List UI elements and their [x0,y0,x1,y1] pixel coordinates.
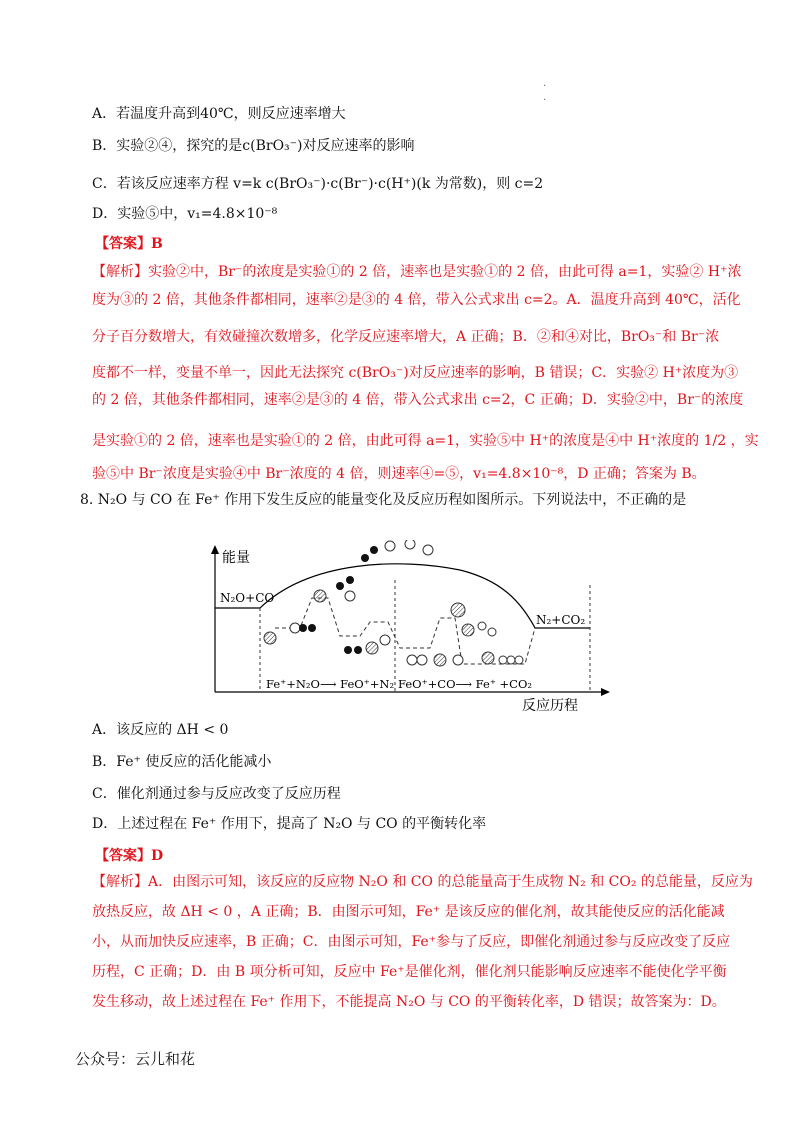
start-label: N₂O+CO [220,591,275,605]
question-8: 8. N₂O 与 CO 在 Fe⁺ 作用下发生反应的能量变化及反应历程如图所示。下列说法中，不正确的是 [80,492,687,508]
top-mark: . [543,78,547,89]
energy-diagram [200,540,620,715]
option-a-q7: A．若温度升高到40℃，则反应速率增大 [92,106,346,122]
analysis-line: 验⑤中 Br⁻浓度是实验④中 Br⁻浓度的 4 倍，则速率④=⑤，v₁=4.8×10⁻⁸，D 正确；答案为 B。 [92,466,706,482]
answer-q7: 【答案】B [95,236,163,252]
analysis-line: 是实验①的 2 倍，速率也是实验①的 2 倍，由此可得 a=1，实验⑤中 H⁺的浓度是④中 H⁺浓度的 1/2 ，实 [92,433,759,449]
option-d-q7: D．实验⑤中，v₁=4.8×10⁻⁸ [92,206,278,222]
option-b-q8: B．Fe⁺ 使反应的活化能减小 [92,754,272,770]
top-mark: . [543,92,547,103]
analysis-line: 分子百分数增大，有效碰撞次数增多，化学反应速率增大，A 正确；B．②和④对比，BrO₃⁻和 Br⁻浓 [92,329,720,345]
analysis-line: 【解析】A．由图示可知，该反应的反应物 N₂O 和 CO 的总能量高于生成物 N₂ 和 CO₂ 的总能量，反应为 [92,874,753,890]
x-axis-label: 反应历程 [522,698,578,714]
answer-q8: 【答案】D [95,848,164,864]
analysis-line: 发生移动，故上述过程在 Fe⁺ 作用下，不能提高 N₂O 与 CO 的平衡转化率，D 错误；故答案为：D。 [92,994,726,1010]
y-axis-label: 能量 [222,550,250,566]
analysis-line: 的 2 倍，其他条件都相同，速率②是③的 4 倍，带入公式求出 c=2，C 正确；D．实验②中，Br⁻的浓度 [92,392,744,408]
analysis-line: 【解析】实验②中，Br⁻的浓度是实验①的 2 倍，速率也是实验①的 2 倍，由此可得 a=1，实验② H⁺浓 [92,264,742,280]
footer: 公众号：云儿和花 [75,1050,196,1068]
analysis-line: 小，从而加快反应速率，B 正确；C．由图示可知，Fe⁺参与了反应，即催化剂通过参与反应改变了反应 [92,934,731,950]
step1-label: Fe⁺+N₂O⟶ FeO⁺+N₂ [266,677,395,691]
analysis-q7 [92,262,759,488]
analysis-line: 度都不一样，变量不单一，因此无法探究 c(BrO₃⁻)对反应速率的影响，B 错误；C．实验② H⁺浓度为③ [92,365,739,381]
option-b-q7: B．实验②④，探究的是c(BrO₃⁻)对反应速率的影响 [92,138,415,154]
option-c-q8: C．催化剂通过参与反应改变了反应历程 [92,786,341,802]
end-label: N₂+CO₂ [536,613,586,627]
analysis-line: 度为③的 2 倍，其他条件都相同，速率②是③的 4 倍，带入公式求出 c=2。A．温度升高到 40℃，活化 [92,292,741,308]
analysis-line: 放热反应，故 ΔH < 0 ，A 正确；B．由图示可知，Fe⁺ 是该反应的催化剂，故其能使反应的活化能减 [92,904,725,920]
analysis-q8 [92,872,753,1022]
analysis-line: 历程，C 正确；D．由 B 项分析可知，反应中 Fe⁺是催化剂，催化剂只能影响反应速率不能使化学平衡 [92,964,727,980]
step2-label: FeO⁺+CO⟶ Fe⁺ +CO₂ [398,677,533,691]
option-d-q8: D．上述过程在 Fe⁺ 作用下，提高了 N₂O 与 CO 的平衡转化率 [92,816,487,832]
option-c-q7: C．若该反应速率方程 v=k c(BrO₃⁻)·c(Br⁻)·c(H⁺)(k 为常数)，则 c=2 [92,176,544,192]
option-a-q8: A．该反应的 ΔH < 0 [92,722,229,738]
